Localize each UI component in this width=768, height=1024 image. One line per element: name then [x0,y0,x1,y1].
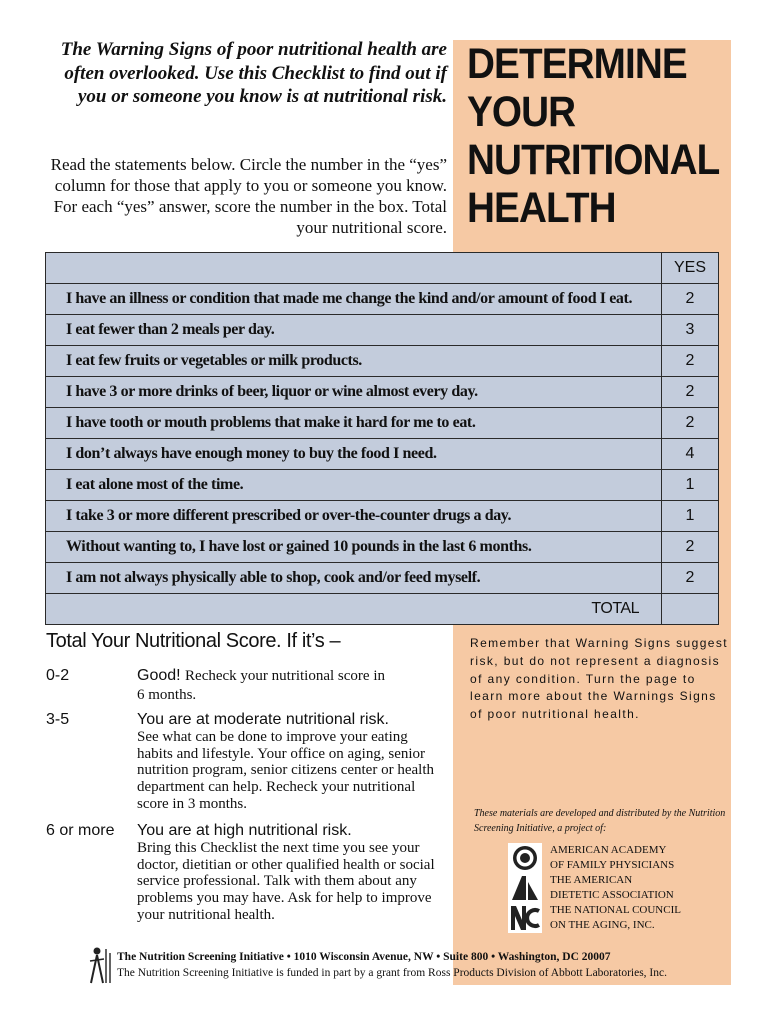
statement-cell: I have 3 or more drinks of beer, liquor or wine almost every day. [46,377,662,408]
title-line-4: HEALTH [467,184,616,232]
statement-cell: I don’t always have enough money to buy the food I need. [46,439,662,470]
score-range-low: 0-2 [46,667,70,684]
page-title [467,40,720,232]
score-heading: Total Your Nutritional Score. If it’s – [46,630,341,652]
points-cell[interactable]: 3 [662,315,719,346]
statement-cell: I have tooth or mouth problems that make it hard for me to eat. [46,408,662,439]
org-ada [508,873,728,907]
points-cell[interactable]: 1 [662,501,719,532]
statement-cell: I have an illness or condition that made me change the kind and/or amount of food I eat. [46,284,662,315]
points-cell[interactable]: 2 [662,284,719,315]
level-text-moderate: See what can be done to improve your eating habits and lifestyle. Your office on aging, senior nutrition program, senior citizens center or health department can help. Recheck your nutritional score in 3 months. [137,729,434,812]
org-ncoa-name: THE NATIONAL COUNCIL ON THE AGING, INC. [550,904,681,931]
statement-cell: I eat fewer than 2 meals per day. [46,315,662,346]
table-row [46,470,719,501]
title-line-1: DETERMINE [467,40,687,88]
level-text-good-cont: 6 months. [137,687,197,703]
points-cell[interactable]: 2 [662,532,719,563]
points-cell[interactable]: 2 [662,377,719,408]
points-cell[interactable]: 1 [662,470,719,501]
points-cell[interactable]: 4 [662,439,719,470]
header-blank-cell [46,253,662,284]
footer-funding: The Nutrition Screening Initiative is funded in part by a grant from Ross Products Division of Abbott Laboratories, Inc. [117,967,667,979]
materials-note: These materials are developed and distributed by the Nutrition Screening Initiative, a project of: [474,808,726,834]
score-level-good [137,667,385,685]
total-score-box[interactable] [662,594,719,625]
org-ada-name: THE AMERICAN DIETETIC ASSOCIATION [550,874,674,901]
level-label-good: Good! [137,667,181,684]
total-label: TOTAL [46,594,662,625]
ada-logo-icon [508,873,542,903]
nsi-figure-logo-icon [88,945,114,985]
table-row [46,501,719,532]
table-row [46,532,719,563]
table-row [46,439,719,470]
points-cell[interactable]: 2 [662,563,719,594]
table-row [46,377,719,408]
table-row [46,408,719,439]
points-cell[interactable]: 2 [662,346,719,377]
aafp-seal-icon [508,843,542,873]
points-cell[interactable]: 2 [662,408,719,439]
title-line-2: YOUR [467,88,576,136]
statement-cell: Without wanting to, I have lost or gained 10 pounds in the last 6 months. [46,532,662,563]
total-row [46,594,719,625]
org-ncoa [508,903,728,937]
statement-cell: I eat alone most of the time. [46,470,662,501]
score-range-moderate: 3-5 [46,711,70,728]
table-row [46,563,719,594]
intro-italic-text: The Warning Signs of poor nutritional health are often overlooked. Use this Checklist to find out if you or someone you know is at nutritional risk. [60,39,447,107]
title-line-3: NUTRITIONAL [467,136,720,184]
footer-address: The Nutrition Screening Initiative • 1010 Wisconsin Avenue, NW • Suite 800 • Washington, DC 20007 [117,951,611,963]
score-range-high: 6 or more [46,822,115,839]
statement-cell: I eat few fruits or vegetables or milk products. [46,346,662,377]
table-row [46,315,719,346]
table-row [46,284,719,315]
instructions-text: Read the statements below. Circle the number in the “yes” column for those that apply to you or someone you know. For each “yes” answer, score the number in the box. Total your nutritional score. [50,155,447,237]
checklist-table [45,252,719,625]
org-aafp [508,843,728,877]
ncoa-logo-icon [508,903,542,933]
level-label-high: You are at high nutritional risk. [137,822,352,839]
table-header-row [46,253,719,284]
remember-note: Remember that Warning Signs suggest risk, but do not represent a diagnosis of any condition. Turn the page to learn more about the Warnings Signs of poor nutritional health. [470,636,728,722]
statement-cell: I am not always physically able to shop, cook and/or feed myself. [46,563,662,594]
level-text-good: Recheck your nutritional score in [185,668,385,684]
statement-cell: I take 3 or more different prescribed or over-the-counter drugs a day. [46,501,662,532]
table-row [46,346,719,377]
level-text-high: Bring this Checklist the next time you see your doctor, dietitian or other qualified health or social service professional. Talk with them about any problems you may have. Ask for help to improve your nutritional health. [137,840,435,923]
org-aafp-name: AMERICAN ACADEMY OF FAMILY PHYSICIANS [550,844,675,871]
yes-column-header: YES [662,253,719,284]
level-label-moderate: You are at moderate nutritional risk. [137,711,389,728]
